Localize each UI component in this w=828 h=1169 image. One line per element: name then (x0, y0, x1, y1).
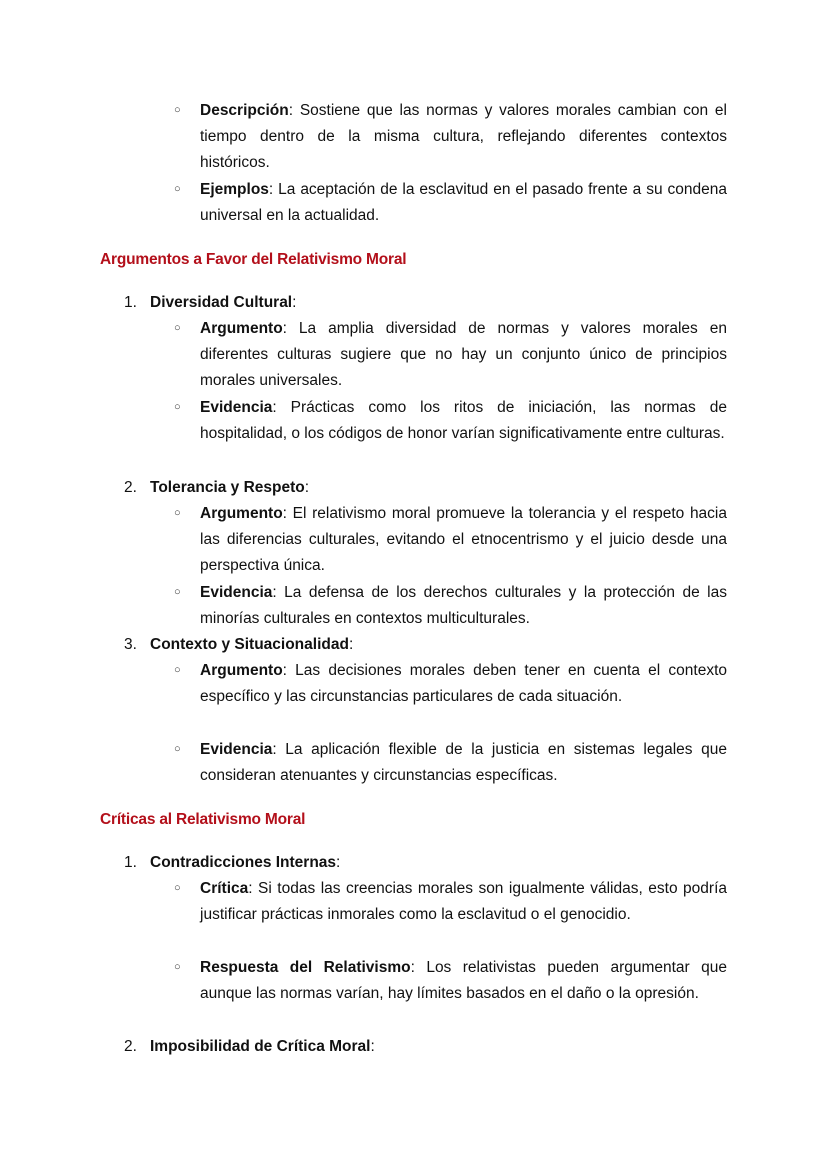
circle-bullet-icon: ○ (174, 183, 181, 195)
section-heading-criticas: Críticas al Relativismo Moral (100, 811, 306, 828)
bullet-evidencia: Evidencia: Prácticas como los ritos de iniciación, las normas de hospitalidad, o los códigos de honor varían significativamente entre culturas. (200, 399, 727, 443)
list-item-contexto: Contexto y Situacionalidad: (150, 636, 354, 653)
bullet-argumento: Argumento: La amplia diversidad de normas y valores morales en diferentes culturas sugiere que no hay un conjunto único de principios morales universales. (200, 320, 727, 390)
list-number: 1. (124, 854, 137, 871)
bullet-argumento: Argumento: El relativismo moral promueve la tolerancia y el respeto hacia las diferencias culturales, evitando el etnocentrismo y el juicio desde una perspectiva única. (200, 505, 727, 575)
circle-bullet-icon: ○ (174, 104, 181, 116)
list-item-contradicciones: Contradicciones Internas: (150, 854, 341, 871)
circle-bullet-icon: ○ (174, 961, 181, 973)
list-number: 2. (124, 479, 137, 496)
list-number: 2. (124, 1038, 137, 1055)
circle-bullet-icon: ○ (174, 507, 181, 519)
bullet-critica: Crítica: Si todas las creencias morales son igualmente válidas, esto podría justificar prácticas inmorales como la esclavitud o el genocidio. (200, 880, 727, 924)
circle-bullet-icon: ○ (174, 664, 181, 676)
circle-bullet-icon: ○ (174, 743, 181, 755)
bullet-ejemplos: Ejemplos: La aceptación de la esclavitud en el pasado frente a su condena universal en la actualidad. (200, 181, 727, 225)
list-item-tolerancia: Tolerancia y Respeto: (150, 479, 310, 496)
list-number: 3. (124, 636, 137, 653)
circle-bullet-icon: ○ (174, 586, 181, 598)
bullet-respuesta: Respuesta del Relativismo: Los relativistas pueden argumentar que aunque las normas varían, hay límites basados en el daño o la opresión. (200, 959, 727, 1003)
circle-bullet-icon: ○ (174, 401, 181, 413)
bullet-descripcion: Descripción: Sostiene que las normas y valores morales cambian con el tiempo dentro de la misma cultura, reflejando diferentes contextos históricos. (200, 102, 727, 172)
circle-bullet-icon: ○ (174, 882, 181, 894)
list-item-imposibilidad: Imposibilidad de Crítica Moral: (150, 1038, 375, 1055)
bullet-evidencia: Evidencia: La defensa de los derechos culturales y la protección de las minorías culturales en contextos multiculturales. (200, 584, 727, 628)
bullet-evidencia: Evidencia: La aplicación flexible de la justicia en sistemas legales que consideran atenuantes y circunstancias específicas. (200, 741, 727, 785)
bullet-argumento: Argumento: Las decisiones morales deben tener en cuenta el contexto específico y las circunstancias particulares de cada situación. (200, 662, 727, 706)
list-number: 1. (124, 294, 137, 311)
section-heading-argumentos: Argumentos a Favor del Relativismo Moral (100, 251, 407, 268)
list-item-diversidad: Diversidad Cultural: (150, 294, 297, 311)
circle-bullet-icon: ○ (174, 322, 181, 334)
